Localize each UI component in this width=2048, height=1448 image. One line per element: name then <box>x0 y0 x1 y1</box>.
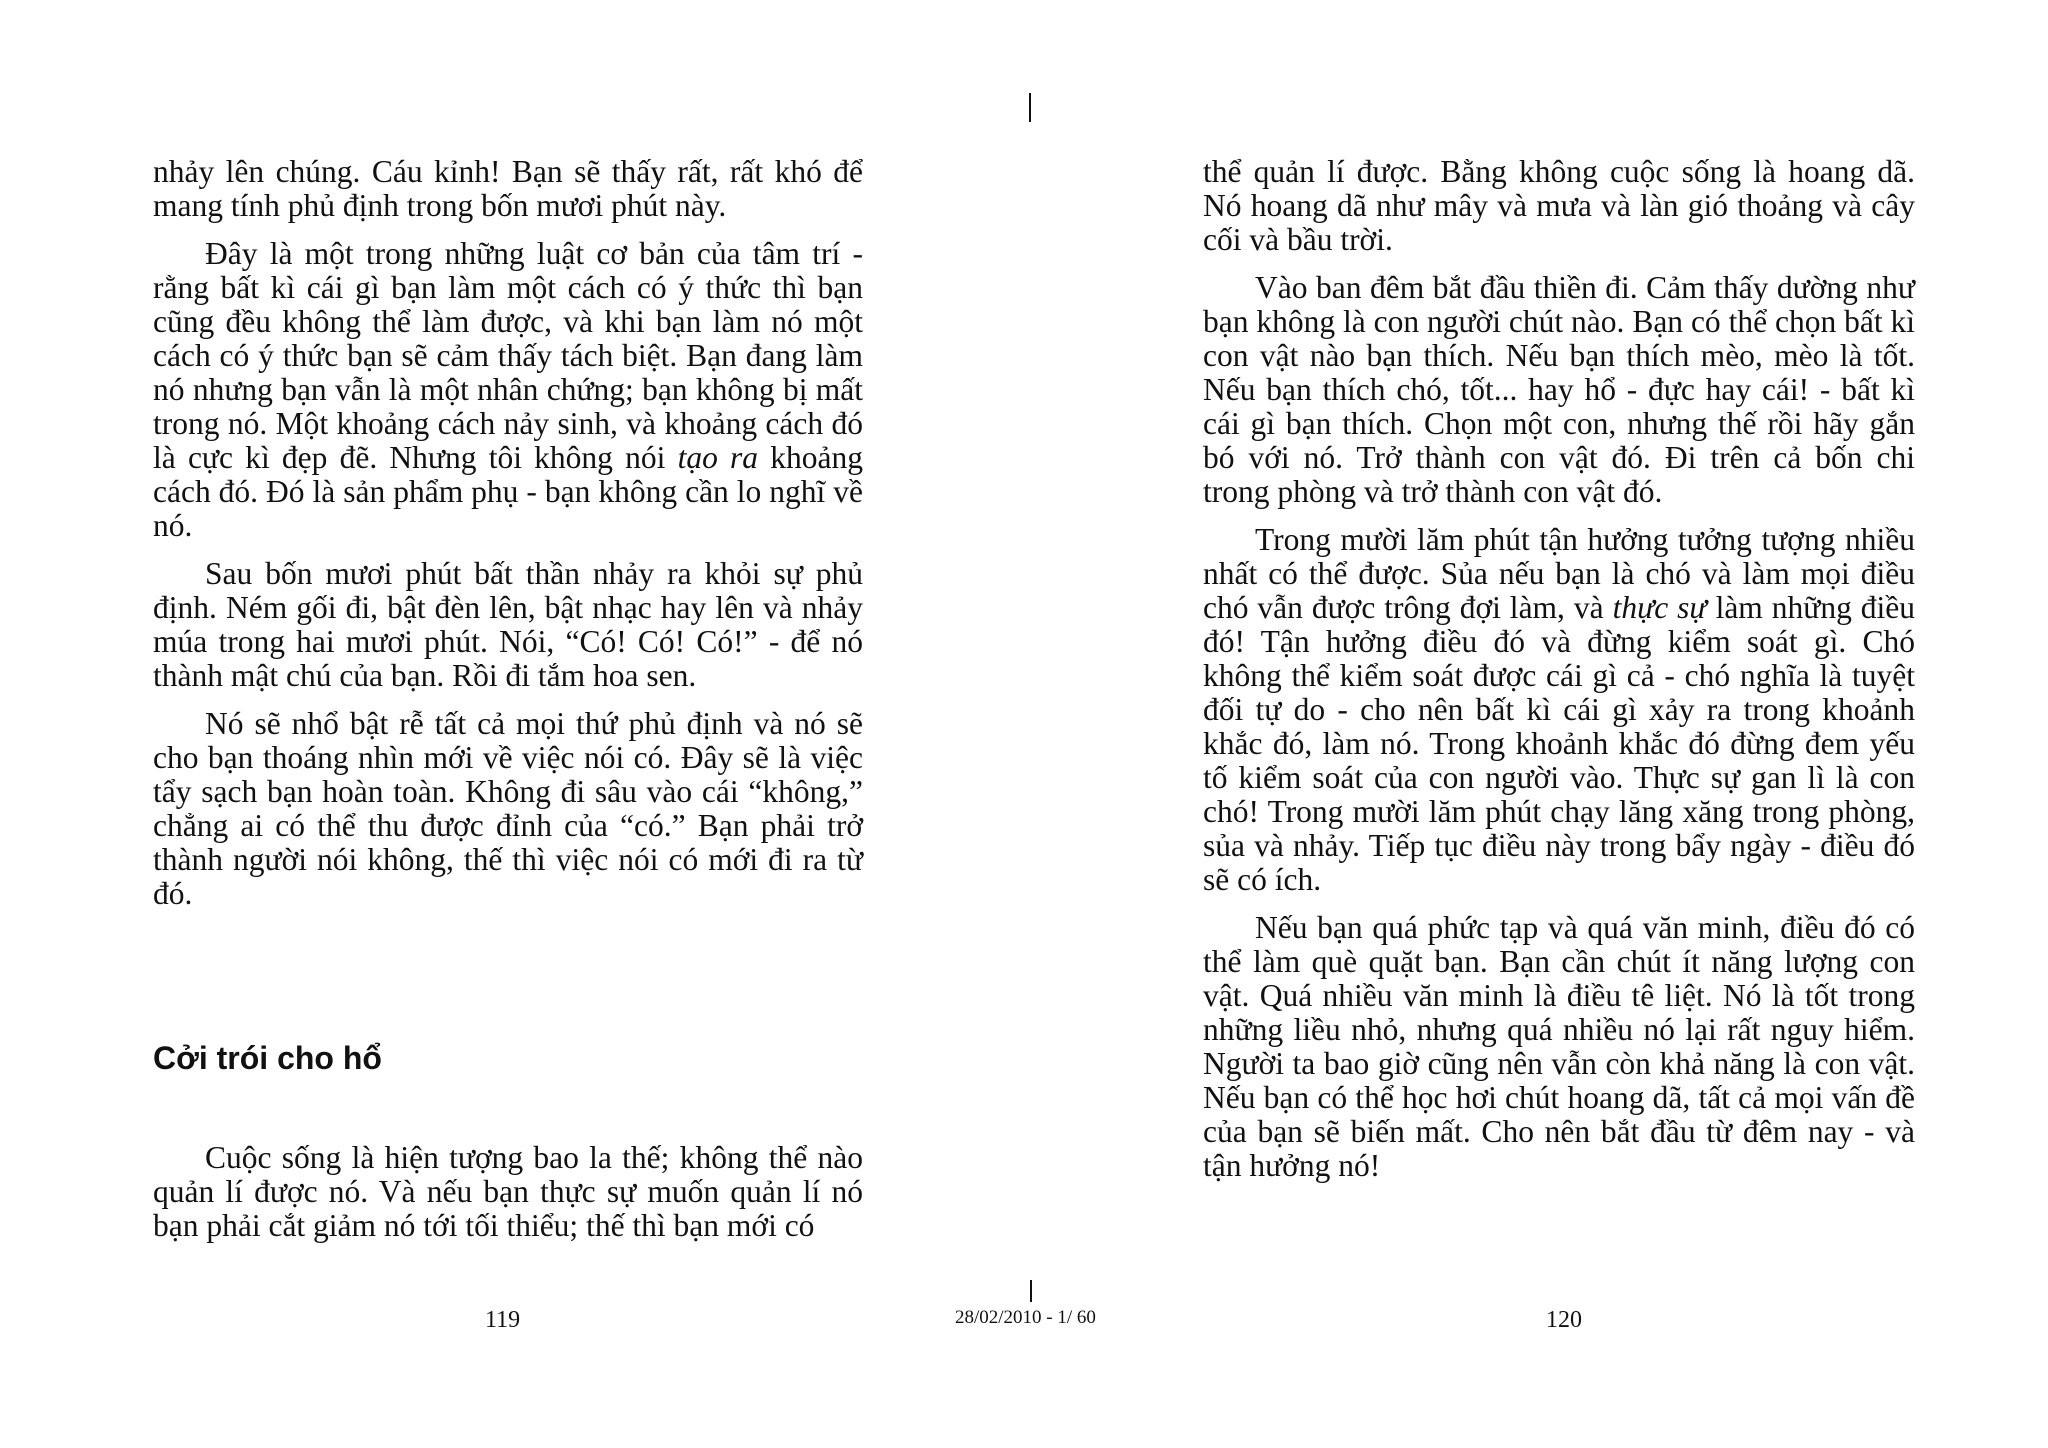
left-paragraph-2-italic: tạo ra <box>677 440 759 475</box>
right-paragraph-4: Nếu bạn quá phức tạp và quá văn minh, điều đó có thể làm què quặt bạn. Bạn cần chút ít năng lượng con vật. Quá nhiều văn minh là điều tê liệt. Nó là tốt trong những liều nhỏ, nhưng quá nhiều nó lại rất nguy hiểm. Người ta bao giờ cũng nên vẫn còn khả năng là con vật. Nếu bạn có thể học hơi chút hoang dã, tất cả mọi vấn đề của bạn sẽ biến mất. Cho nên bắt đầu từ đêm nay - và tận hưởng nó! <box>1203 910 1915 1183</box>
right-paragraph-2: Vào ban đêm bắt đầu thiền đi. Cảm thấy dường như bạn không là con người chút nào. Bạn có thể chọn bất kì con vật nào bạn thích. Nếu bạn thích mèo, mèo là tốt. Nếu bạn thích chó, tốt... hay hổ - đực hay cái! - bất kì cái gì bạn thích. Chọn một con, nhưng thế rồi hãy gắn bó với nó. Trở thành con vật đó. Đi trên cả bốn chi trong phòng và trở thành con vật đó. <box>1203 270 1915 509</box>
right-paragraph-3-italic: thực sự <box>1612 590 1707 625</box>
center-divider-top <box>1029 93 1031 122</box>
right-paragraph-3-text-a: Trong mười lăm phút tận hưởng tưởng tượng nhiều nhất có thể được. Sủa nếu bạn là chó và làm mọi điều chó vẫn được trông đợi làm, và <box>1203 522 1915 625</box>
left-paragraph-2-text-b: khoảng cách đó. Đó là sản phẩm phụ - bạn không cần lo nghĩ về nó. <box>153 440 864 543</box>
page-number-right: 120 <box>1546 1307 1582 1333</box>
right-paragraph-3-text-b: làm những điều đó! Tận hưởng điều đó và đừng kiểm soát gì. Chó không thể kiểm soát được cái gì cả - chó nghĩa là tuyệt đối tự do - cho nên bất kì cái gì xảy ra trong khoảnh khắc đó, làm nó. Trong khoảnh khắc đó đừng đem yếu tố kiểm soát của con người vào. Thực sự gan lì là con chó! Trong mười lăm phút chạy lăng xăng trong phòng, sủa và nhảy. Tiếp tục điều này trong bẩy ngày - điều đó sẽ có ích. <box>1203 590 1916 897</box>
right-paragraph-3 <box>1203 523 1915 897</box>
right-paragraph-1: thể quản lí được. Bằng không cuộc sống là hoang dã. Nó hoang dã như mây và mưa và làn gió thoảng và cây cối và bầu trời. <box>1203 154 1915 257</box>
print-footer: 28/02/2010 - 1/ 60 <box>955 1307 1096 1328</box>
left-paragraph-2-text-a: Đây là một trong những luật cơ bản của tâm trí - rằng bất kì cái gì bạn làm một cách có ý thức thì bạn cũng đều không thể làm được, và khi bạn làm nó một cách có ý thức bạn sẽ cảm thấy tách biệt. Bạn đang làm nó nhưng bạn vẫn là một nhân chứng; bạn không bị mất trong nó. Một khoảng cách nảy sinh, và khoảng cách đó là cực kì đẹp đẽ. Nhưng tôi không nói <box>153 236 863 475</box>
left-paragraph-1: nhảy lên chúng. Cáu kỉnh! Bạn sẽ thấy rất, rất khó để mang tính phủ định trong bốn mươi phút này. <box>153 154 863 223</box>
left-paragraph-4: Nó sẽ nhổ bật rễ tất cả mọi thứ phủ định và nó sẽ cho bạn thoáng nhìn mới về việc nói có. Đây sẽ là việc tẩy sạch bạn hoàn toàn. Không đi sâu vào cái “không,” chẳng ai có thể thu được đỉnh của “có.” Bạn phải trở thành người nói không, thế thì việc nói có mới đi ra từ đó. <box>153 706 863 911</box>
section-heading: Cởi trói cho hổ <box>153 1040 382 1076</box>
left-page <box>153 155 863 925</box>
page-number-left: 119 <box>485 1307 521 1333</box>
left-paragraph-3: Sau bốn mươi phút bất thần nhảy ra khỏi sự phủ định. Ném gối đi, bật đèn lên, bật nhạc hay lên và nhảy múa trong hai mươi phút. Nói, “Có! Có! Có!” - để nó thành mật chú của bạn. Rồi đi tắm hoa sen. <box>153 556 863 693</box>
center-divider-bottom <box>1030 1280 1032 1302</box>
right-page <box>1203 155 1915 1197</box>
left-paragraph-2 <box>153 237 863 543</box>
left-paragraph-5: Cuộc sống là hiện tượng bao la thế; không thể nào quản lí được nó. Và nếu bạn thực sự muốn quản lí nó bạn phải cắt giảm nó tới tối thiểu; thế thì bạn mới có <box>153 1140 863 1243</box>
